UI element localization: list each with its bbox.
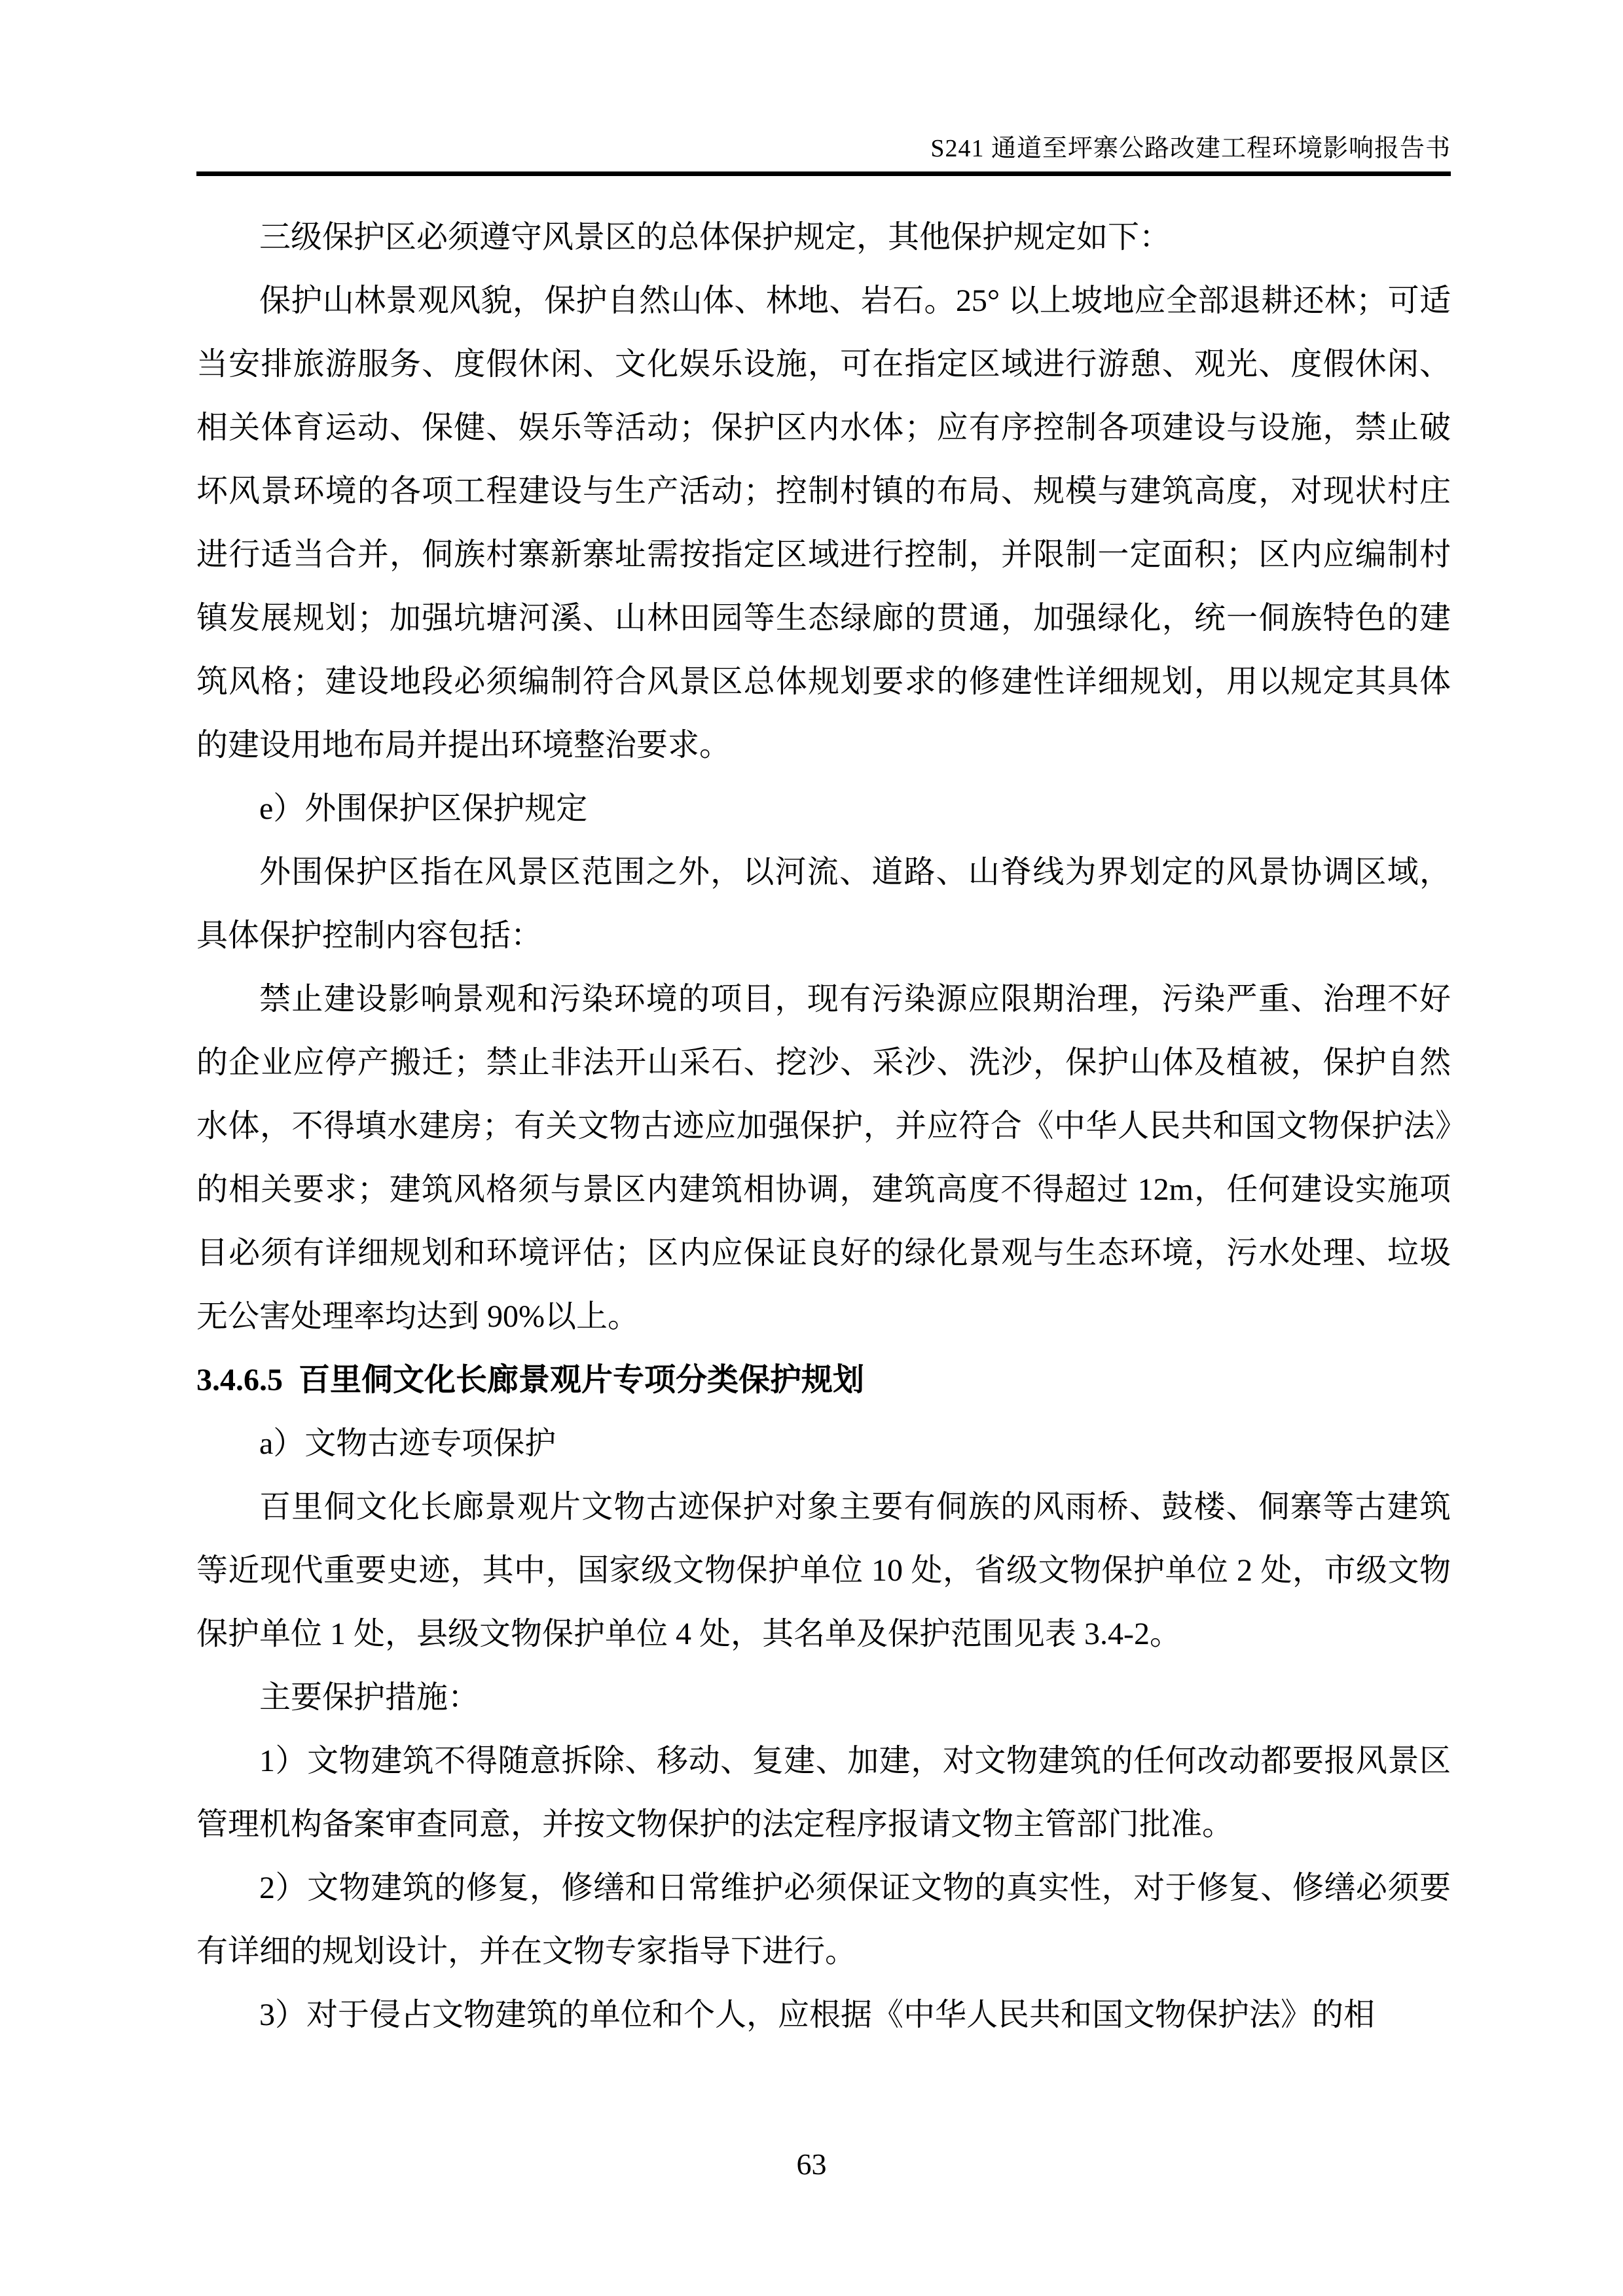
paragraph: 禁止建设影响景观和污染环境的项目，现有污染源应限期治理，污染严重、治理不好的企业应停产搬迁；禁止非法开山采石、挖沙、采沙、洗沙，保护山体及植被，保护自然水体，不得填水建房；有关文物古迹应加强保护，并应符合《中华人民共和国文物保护法》的相关要求；建筑风格须与景区内建筑相协调，建筑高度不得超过 12m，任何建设实施项目必须有详细规划和环境评估；区内应保证良好的绿化景观与生态环境，污水处理、垃圾无公害处理率均达到 90%以上。: [196, 982, 1451, 1334]
paragraph: 2）文物建筑的修复，修缮和日常维护必须保证文物的真实性，对于修复、修缮必须要有详细的规划设计，并在文物专家指导下进行。: [196, 1871, 1451, 1969]
paragraph: 三级保护区必须遵守风景区的总体保护规定，其他保护规定如下：: [259, 220, 1171, 255]
header-rule: [196, 171, 1451, 176]
paragraph: 3）对于侵占文物建筑的单位和个人，应根据《中华人民共和国文物保护法》的相: [259, 1998, 1376, 2032]
paragraph: 百里侗文化长廊景观片文物古迹保护对象主要有侗族的风雨桥、鼓楼、侗寨等古建筑等近现代重要史迹，其中，国家级文物保护单位 10 处，省级文物保护单位 2 处，市级文物保护单位 1 处，县级文物保护单位 4 处，其名单及保护范围见表 3.4-2。: [196, 1490, 1451, 1651]
header-title: S241 通道至坪寨公路改建工程环境影响报告书: [930, 135, 1451, 162]
document-body: [196, 206, 1451, 2047]
paragraph: 1）文物建筑不得随意拆除、移动、复建、加建，对文物建筑的任何改动都要报风景区管理机构备案审查同意，并按文物保护的法定程序报请文物主管部门批准。: [196, 1744, 1451, 1842]
page-number: 63: [796, 2147, 827, 2181]
paragraph: e）外围保护区保护规定: [259, 791, 588, 826]
paragraph: 外围保护区指在风景区范围之外，以河流、道路、山脊线为界划定的风景协调区域，具体保护控制内容包括：: [196, 855, 1451, 953]
section-heading: 3.4.6.5 百里侗文化长廊景观片专项分类保护规划: [196, 1363, 865, 1397]
paragraph: 主要保护措施：: [259, 1680, 480, 1715]
paragraph: 保护山林景观风貌，保护自然山体、林地、岩石。25° 以上坡地应全部退耕还林；可适当安排旅游服务、度假休闲、文化娱乐设施，可在指定区域进行游憩、观光、度假休闲、相关体育运动、保健、娱乐等活动；保护区内水体；应有序控制各项建设与设施，禁止破坏风景环境的各项工程建设与生产活动；控制村镇的布局、规模与建筑高度，对现状村庄进行适当合并，侗族村寨新寨址需按指定区域进行控制，并限制一定面积；区内应编制村镇发展规划；加强坑塘河溪、山林田园等生态绿廊的贯通，加强绿化，统一侗族特色的建筑风格；建设地段必须编制符合风景区总体规划要求的修建性详细规划，用以规定其具体的建设用地布局并提出环境整治要求。: [196, 283, 1451, 762]
paragraph: a）文物古迹专项保护: [259, 1426, 556, 1461]
